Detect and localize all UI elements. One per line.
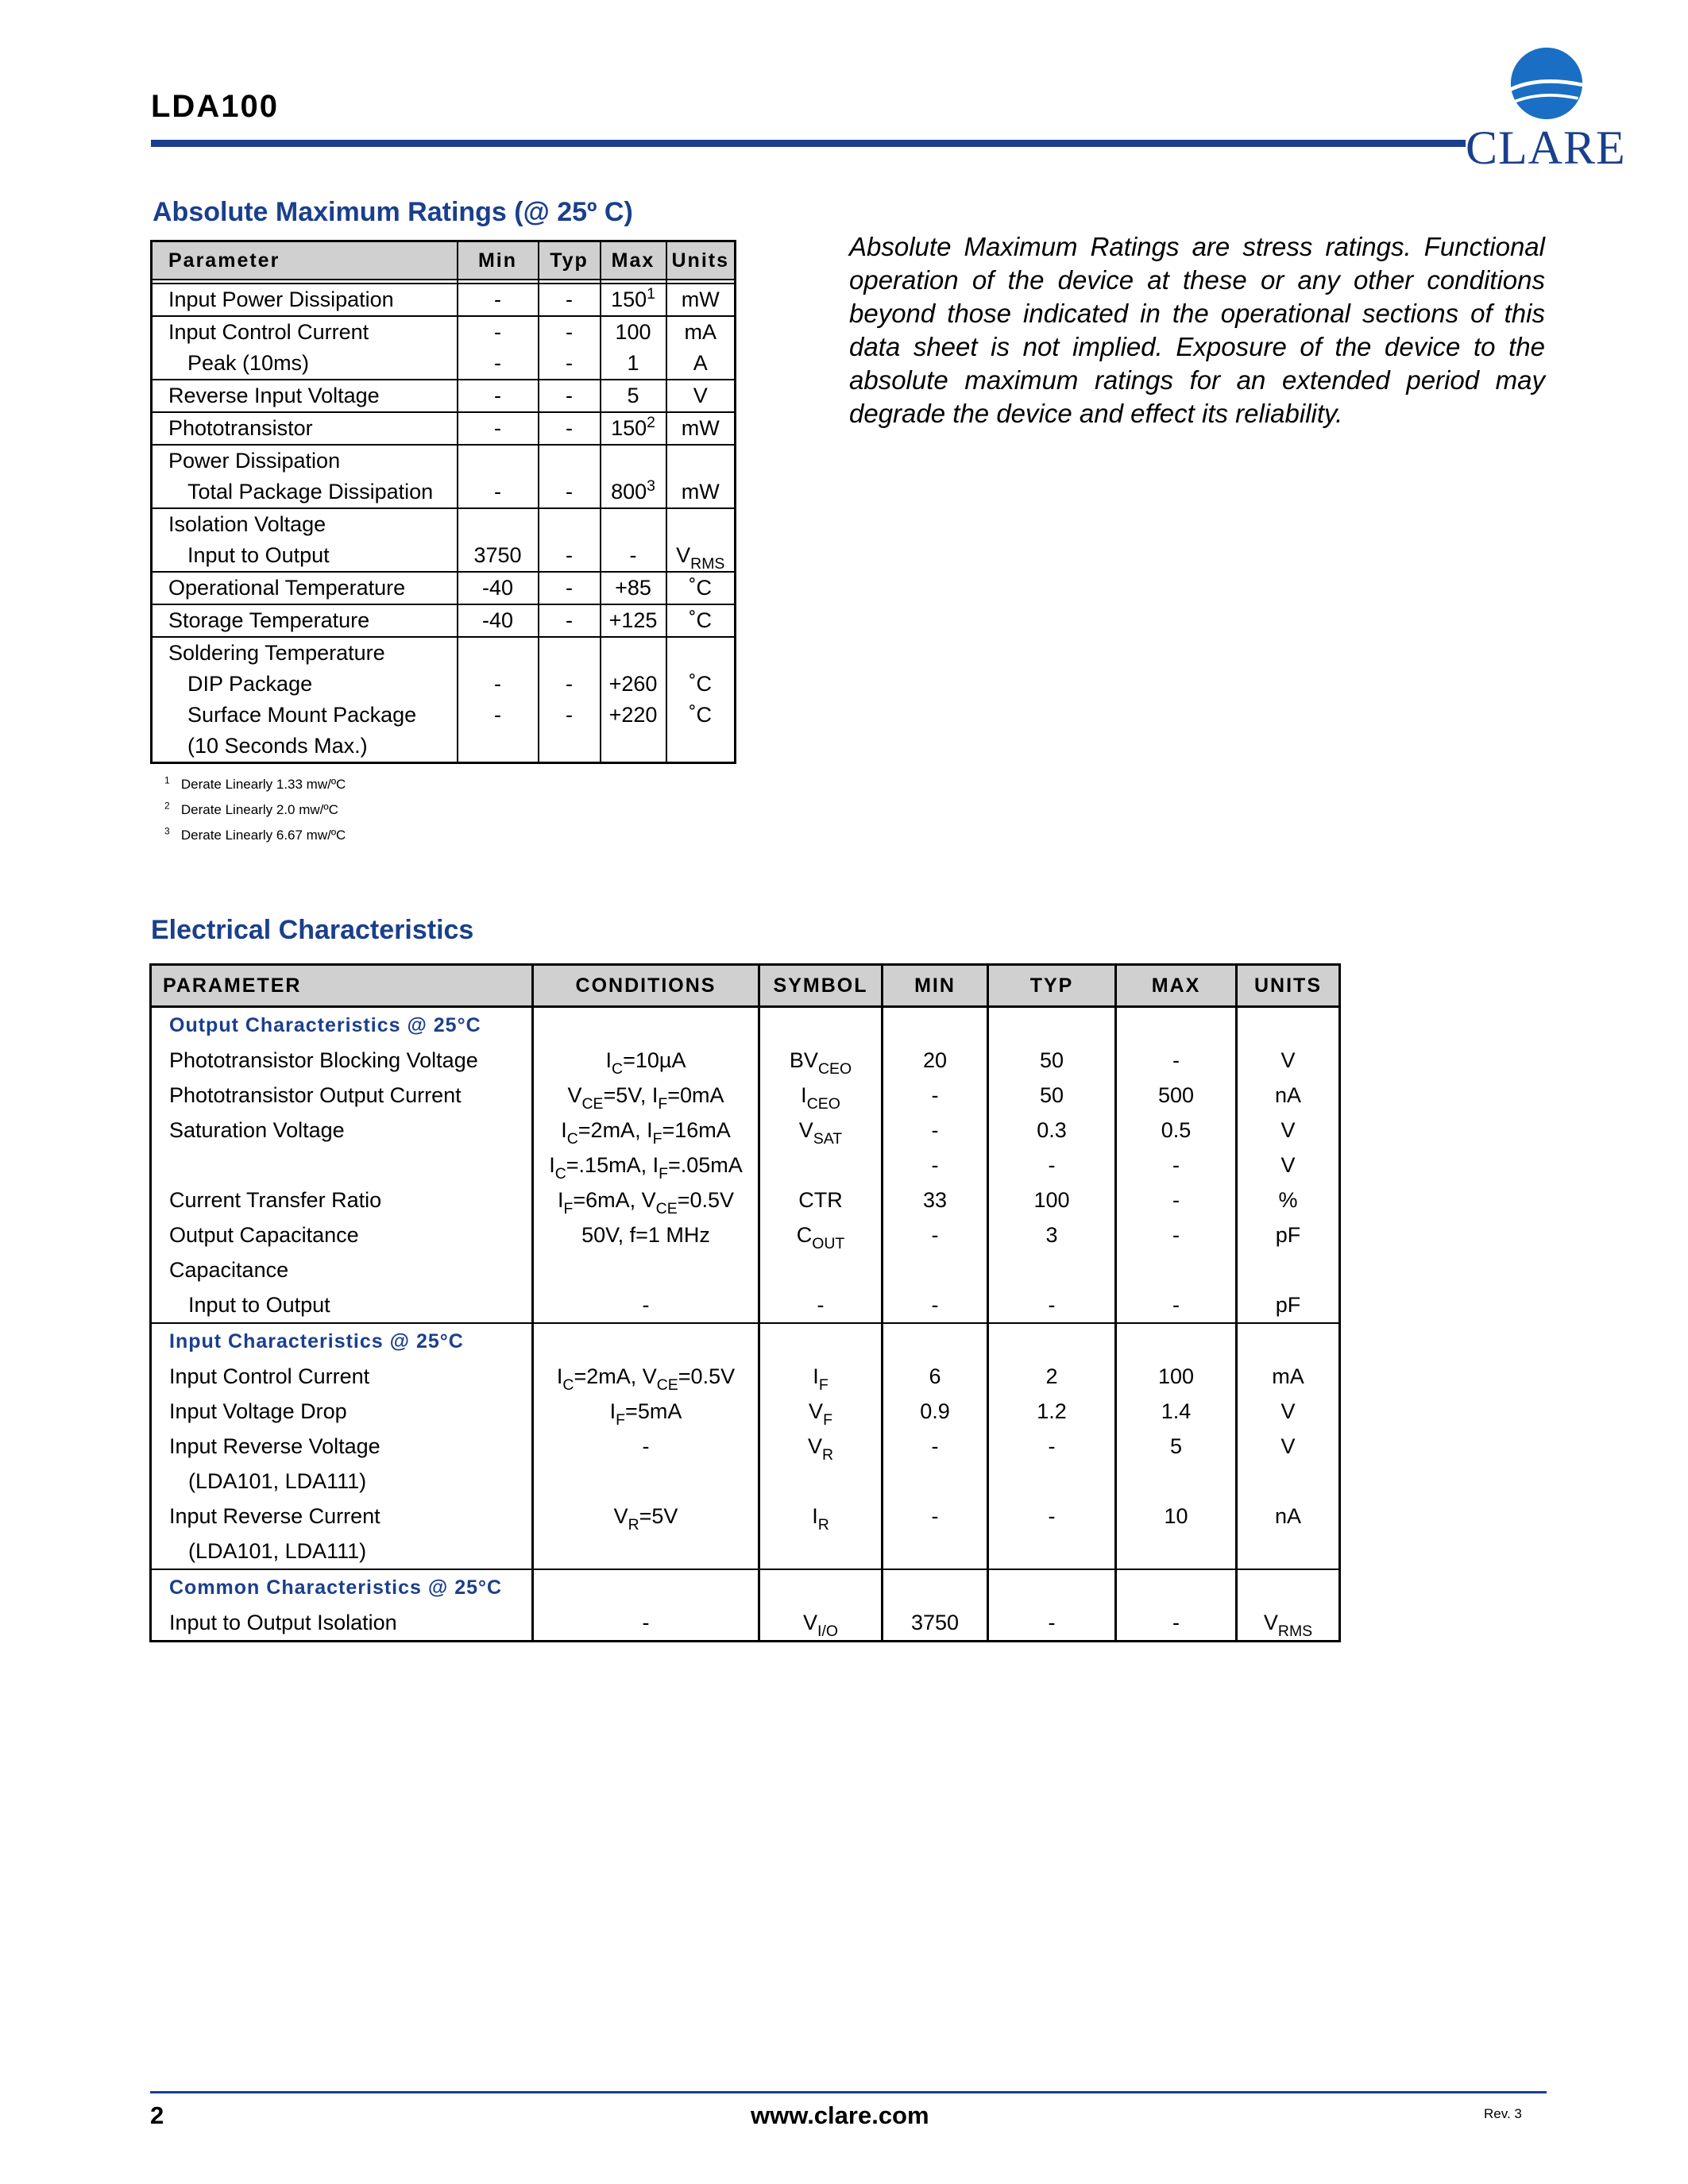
min-cell: - bbox=[458, 284, 539, 316]
conditions-cell: $I_C=2mA$, $V_{CE}=0.5V$ $I_F=5mA$ - $V_R=5V$ bbox=[533, 1323, 759, 1569]
col-header-typ: Typ bbox=[539, 241, 601, 280]
min-cell: -40 bbox=[458, 604, 539, 637]
param-cell: Soldering Temperature DIP Package Surface Mount Package (10 Seconds Max.) bbox=[152, 637, 458, 763]
table-header-row bbox=[151, 965, 1340, 1007]
param-cell: Operational Temperature bbox=[152, 572, 458, 604]
typ-cell: - bbox=[539, 284, 601, 316]
conditions-cell: $I_C=10\mu A$ $V_{CE}=5V$, $I_F=0mA$ $I_C=2mA$, $I_F=16mA$ $I_C=.15mA$, $I_F=.05mA$ $I_F=6mA$, $V_{CE}=0.5V$ 50V, f=1 MHz - bbox=[533, 1007, 759, 1324]
col-header-max: MAX bbox=[1116, 965, 1237, 1007]
units-cell: $V_{RMS}$ bbox=[666, 508, 736, 572]
output-characteristics-heading: Output Characteristics @ 25°C bbox=[169, 1014, 481, 1036]
table-row-group-common bbox=[151, 1569, 1340, 1642]
min-cell: 3750 bbox=[458, 508, 539, 572]
max-cell: 100 1.4 5 10 bbox=[1116, 1323, 1237, 1569]
units-cell: $V_{RMS}$ bbox=[1237, 1569, 1340, 1642]
units-cell: V bbox=[666, 380, 736, 412]
header-rule bbox=[151, 140, 1466, 147]
typ-cell: 2 1.2 - - bbox=[988, 1323, 1116, 1569]
revision-label: Rev. 3 bbox=[1484, 2106, 1522, 2121]
footer-rule bbox=[150, 2091, 1547, 2093]
param-cell: Isolation Voltage Input to Output bbox=[152, 508, 458, 572]
min-cell: 6 0.9 - - bbox=[883, 1323, 988, 1569]
table-row-group-output bbox=[151, 1007, 1340, 1324]
param-cell: Common Characteristics @ 25°C Input to Output Isolation bbox=[151, 1569, 533, 1642]
common-characteristics-heading: Common Characteristics @ 25°C bbox=[169, 1576, 503, 1599]
units-cell: V nA V V % pF pF bbox=[1237, 1007, 1340, 1324]
max-cell: 100 1 bbox=[601, 316, 666, 380]
min-cell: 20 - - - 33 - - bbox=[883, 1007, 988, 1324]
max-cell: - 500 0.5 - - - - bbox=[1116, 1007, 1237, 1324]
page-number: 2 bbox=[150, 2101, 164, 2129]
min-cell: 3750 bbox=[883, 1569, 988, 1642]
col-header-conditions: CONDITIONS bbox=[533, 965, 759, 1007]
min-cell: - - bbox=[458, 316, 539, 380]
input-characteristics-heading: Input Characteristics @ 25°C bbox=[169, 1330, 464, 1352]
table-row bbox=[152, 572, 736, 604]
max-cell: +85 bbox=[601, 572, 666, 604]
min-cell: - bbox=[458, 412, 539, 445]
param-cell: Phototransistor bbox=[152, 412, 458, 445]
clare-logo-icon bbox=[1509, 46, 1584, 121]
param-cell: Input Characteristics @ 25°C Input Control Current Input Voltage Drop Input Reverse Voltage (LDA101, LDA111) Input Reverse Current (LDA101, LDA111) bbox=[151, 1323, 533, 1569]
table-row bbox=[152, 445, 736, 508]
table-row bbox=[152, 380, 736, 412]
footnote-1: $^1$ Derate Linearly 1.33 mw/ºC bbox=[164, 774, 346, 792]
min-cell: - bbox=[458, 380, 539, 412]
ec-section-title: Electrical Characteristics bbox=[151, 915, 474, 945]
typ-cell: - bbox=[539, 572, 601, 604]
col-header-parameter: PARAMETER bbox=[151, 965, 533, 1007]
max-cell: +125 bbox=[601, 604, 666, 637]
table-row bbox=[152, 316, 736, 380]
table-row bbox=[152, 284, 736, 316]
min-cell: - - bbox=[458, 637, 539, 763]
typ-cell: - bbox=[539, 412, 601, 445]
table-row bbox=[152, 604, 736, 637]
table-row bbox=[152, 508, 736, 572]
param-cell: Power Dissipation Total Package Dissipation bbox=[152, 445, 458, 508]
table-row-group-input bbox=[151, 1323, 1340, 1569]
typ-cell: - - bbox=[539, 637, 601, 763]
absolute-maximum-ratings-table bbox=[150, 240, 736, 764]
max-cell: 5 bbox=[601, 380, 666, 412]
units-cell: mW bbox=[666, 284, 736, 316]
col-header-max: Max bbox=[601, 241, 666, 280]
max-cell: +260 +220 bbox=[601, 637, 666, 763]
footnote-2: $^2$ Derate Linearly 2.0 mw/ºC bbox=[164, 800, 338, 817]
units-cell: mA A bbox=[666, 316, 736, 380]
typ-cell: - bbox=[539, 380, 601, 412]
col-header-units: Units bbox=[666, 241, 736, 280]
col-header-min: Min bbox=[458, 241, 539, 280]
units-cell: ˚C ˚C bbox=[666, 637, 736, 763]
table-row bbox=[152, 412, 736, 445]
col-header-units: UNITS bbox=[1237, 965, 1340, 1007]
param-cell: Input Power Dissipation bbox=[152, 284, 458, 316]
max-cell: $150^2$ bbox=[601, 412, 666, 445]
min-cell: - bbox=[458, 445, 539, 508]
param-cell: Input Control Current Peak (10ms) bbox=[152, 316, 458, 380]
website-link[interactable]: www.clare.com bbox=[751, 2101, 929, 2129]
col-header-typ: TYP bbox=[988, 965, 1116, 1007]
max-cell: $800^3$ bbox=[601, 445, 666, 508]
units-cell: mW bbox=[666, 412, 736, 445]
col-header-symbol: SYMBOL bbox=[759, 965, 883, 1007]
typ-cell: - bbox=[539, 508, 601, 572]
col-header-min: MIN bbox=[883, 965, 988, 1007]
max-cell: - bbox=[601, 508, 666, 572]
clare-logo-text: CLARE bbox=[1466, 122, 1626, 174]
electrical-characteristics-table bbox=[149, 963, 1341, 1642]
typ-cell: - - bbox=[539, 316, 601, 380]
typ-cell: - bbox=[539, 445, 601, 508]
typ-cell: - bbox=[988, 1569, 1116, 1642]
symbol-cell: $BV_{CEO}$ $I_{CEO}$ $V_{SAT}$ CTR $C_{OUT}$ - bbox=[759, 1007, 883, 1324]
units-cell: mA V V nA bbox=[1237, 1323, 1340, 1569]
units-cell: ˚C bbox=[666, 572, 736, 604]
amr-section-title: Absolute Maximum Ratings (@ 25º C) bbox=[153, 197, 633, 227]
col-header-parameter: Parameter bbox=[152, 241, 458, 280]
footnote-3: $^3$ Derate Linearly 6.67 mw/ºC bbox=[164, 825, 346, 843]
symbol-cell: $I_F$ $V_F$ $V_R$ $I_R$ bbox=[759, 1323, 883, 1569]
typ-cell: 50 50 0.3 - 100 3 - bbox=[988, 1007, 1116, 1324]
units-cell: ˚C bbox=[666, 604, 736, 637]
typ-cell: - bbox=[539, 604, 601, 637]
max-cell: $150^1$ bbox=[601, 284, 666, 316]
document-title: LDA100 bbox=[151, 89, 279, 124]
param-cell: Reverse Input Voltage bbox=[152, 380, 458, 412]
max-cell: - bbox=[1116, 1569, 1237, 1642]
param-cell: Storage Temperature bbox=[152, 604, 458, 637]
stress-ratings-note: Absolute Maximum Ratings are stress ratings. Functional operation of the device at these or any other conditions beyond those indicated in the operational sections of this data sheet is not implied. Exposure of the device to the absolute maximum ratings for an extended period may degrade the device and effect its reliability. bbox=[849, 232, 1545, 428]
symbol-cell: $V_{I/O}$ bbox=[759, 1569, 883, 1642]
conditions-cell: - bbox=[533, 1569, 759, 1642]
table-row bbox=[152, 637, 736, 763]
units-cell: mW bbox=[666, 445, 736, 508]
table-header-row bbox=[152, 241, 736, 280]
min-cell: -40 bbox=[458, 572, 539, 604]
param-cell: Output Characteristics @ 25°C Phototransistor Blocking Voltage Phototransistor Output Current Saturation Voltage Current Transfer Ratio Output Capacitance Capacitance Input to Output bbox=[151, 1007, 533, 1324]
